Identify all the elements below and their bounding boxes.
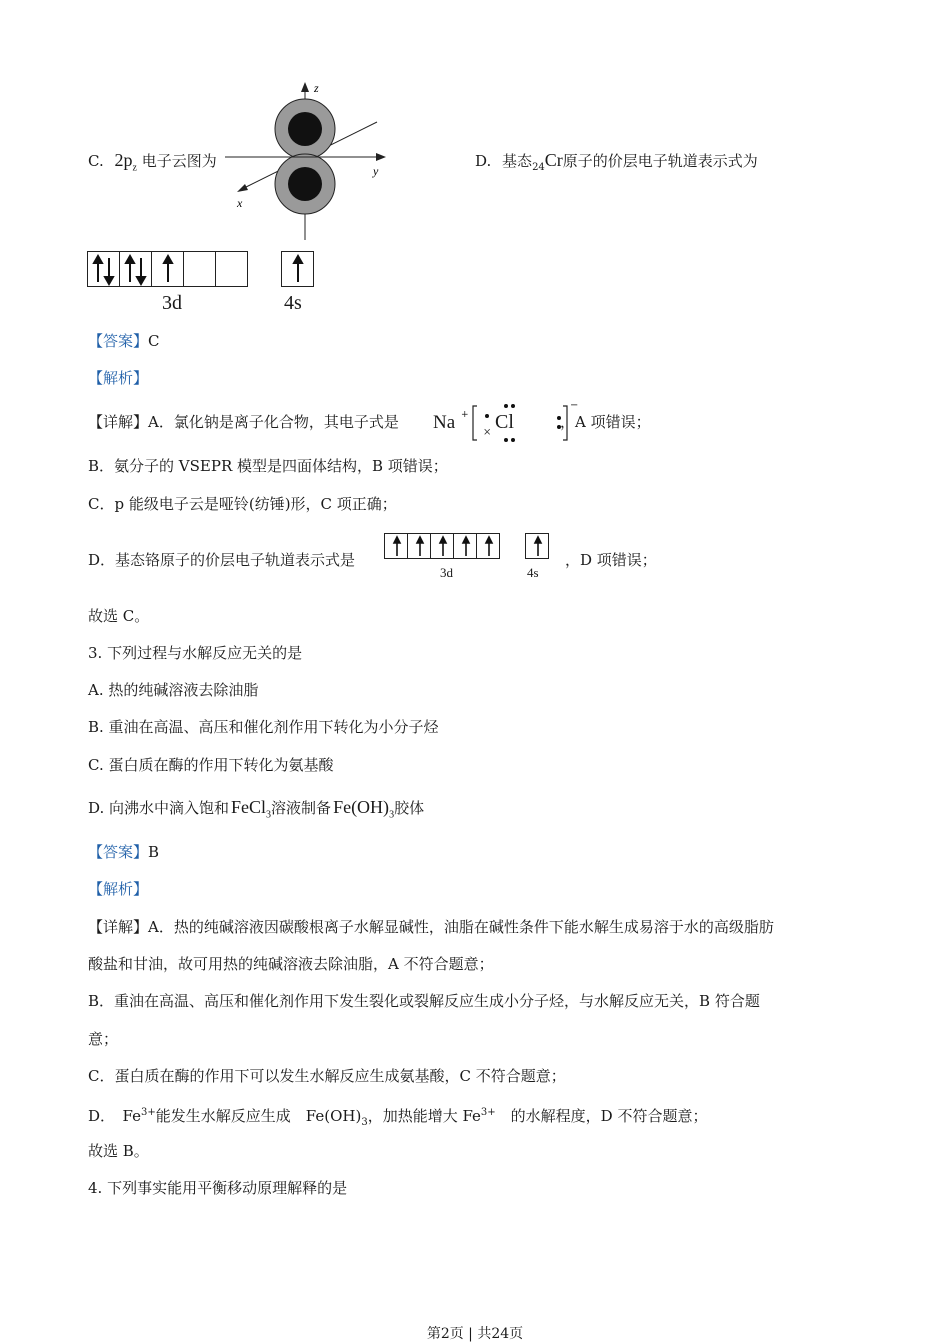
orbital-box <box>476 533 500 559</box>
label-4s: 4s <box>284 292 302 314</box>
orbital-box <box>430 533 454 559</box>
q3-detail-b-line1: B．重油在高温、高压和催化剂作用下发生裂化或裂解反应生成小分子烃，与水解反应无关，B 符合题 <box>88 992 760 1010</box>
option-c-line: C. $2p_z$ 电子云图为 <box>88 150 217 174</box>
q3-answer: 【答案】B <box>88 843 160 861</box>
formula-2pz: $2p_z$ <box>114 150 137 174</box>
orbital-box <box>183 251 216 287</box>
q3-detail-b-line2: 意； <box>88 1030 119 1048</box>
q3-conclusion: 故选 B。 <box>88 1142 149 1160</box>
q3-option-d: D. 向沸水中滴入饱和 FeCl$_3$溶液制备 $Fe(OH)_3$胶体 <box>88 797 425 821</box>
orbital-4s-boxes <box>281 251 313 287</box>
option-d-line: D. 基态$_{24}$Cr原子的价层电子轨道表示式为 <box>475 150 758 173</box>
q3-detail-a-line2: 酸盐和甘油，故可用热的纯碱溶液去除油脂，A 不符合题意； <box>88 955 494 973</box>
page-footer: 第2页 | 共24页 <box>426 1326 524 1342</box>
orbital-box <box>119 251 152 287</box>
q3-detail-a-line1: 【详解】A．热的纯碱溶液因碳酸根离子水解显碱性，油脂在碱性条件下能水解生成易溶于水的高级脂肪 <box>88 918 774 936</box>
svg-text:×: × <box>483 427 492 438</box>
cr-label-3d: 3d <box>440 565 453 580</box>
q2-analysis-tag: 【解析】 <box>88 369 149 387</box>
q3-option-c: C. 蛋白质在酶的作用下转化为氨基酸 <box>88 756 334 774</box>
axis-z-label: z <box>314 81 319 95</box>
orbital-box <box>525 533 549 559</box>
q2-detail-d: D．基态铬原子的价层电子轨道表示式是 <box>88 551 356 569</box>
q2-detail-d-post: ，D 项错误； <box>565 551 657 569</box>
q3-stem: 3. 下列过程与水解反应无关的是 <box>88 644 303 662</box>
q2-conclusion: 故选 C。 <box>88 607 150 625</box>
q3-detail-d: D． $Fe^{3+}$能发生水解反应生成 $Fe(OH)_3$，加热能增大 $Fe^{3+}$ 的水解程度，D 不符合题意； <box>88 1107 708 1128</box>
axis-y-label: y <box>373 164 379 178</box>
q2-detail-a-post: ，A 项错误； <box>560 413 651 431</box>
orbital-box <box>453 533 477 559</box>
orbital-box <box>384 533 408 559</box>
axis-x-label: x <box>237 196 243 210</box>
q2-answer: 【答案】C <box>88 332 160 350</box>
cr-3d-boxes <box>384 533 499 559</box>
cr-4s-boxes <box>525 533 548 559</box>
orbital-box <box>407 533 431 559</box>
q2-detail-c: C．p 能级电子云是哑铃(纺锤)形，C 项正确； <box>88 495 397 513</box>
q2-detail-a: 【详解】A．氯化钠是离子化合物，其电子式是 <box>88 413 399 431</box>
orbital-box <box>87 251 120 287</box>
q3-option-b: B. 重油在高温、高压和催化剂作用下转化为小分子烃 <box>88 718 439 736</box>
cr-label-4s: 4s <box>527 565 539 580</box>
q4-stem: 4. 下列事实能用平衡移动原理解释的是 <box>88 1179 348 1197</box>
label-3d: 3d <box>162 292 182 314</box>
q3-detail-c: C．蛋白质在酶的作用下可以发生水解反应生成氨基酸，C 不符合题意； <box>88 1067 566 1085</box>
orbital-box <box>151 251 184 287</box>
q3-analysis-tag: 【解析】 <box>88 880 149 898</box>
orbital-box <box>215 251 248 287</box>
orbital-box <box>281 251 314 287</box>
pz-orbital-diagram <box>225 80 395 245</box>
q2-detail-b: B．氨分子的 VSEPR 模型是四面体结构，B 项错误； <box>88 457 448 475</box>
q3-option-a: A. 热的纯碱溶液去除油脂 <box>88 681 259 699</box>
orbital-3d-boxes <box>87 251 247 287</box>
